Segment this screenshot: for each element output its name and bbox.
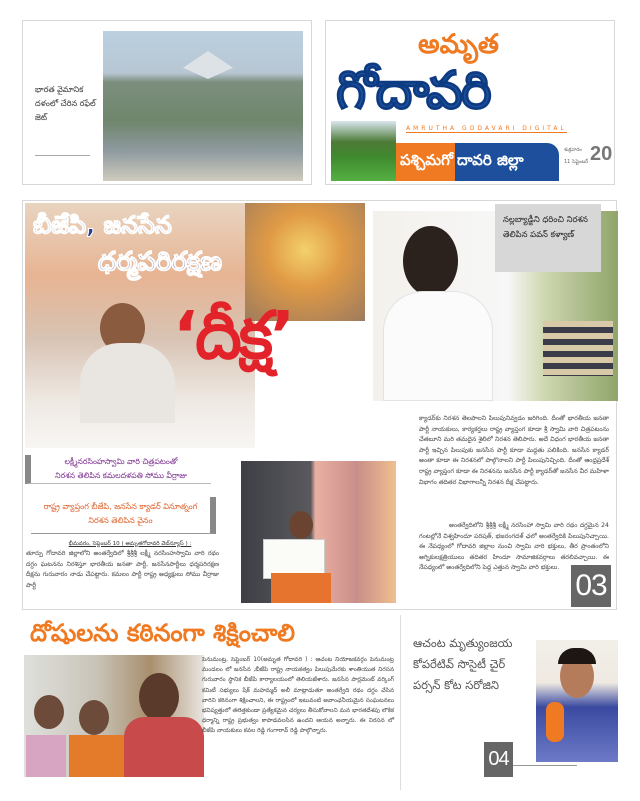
headline-line2: ధర్మపరిరక్షణ	[98, 247, 222, 277]
photo-caption	[25, 455, 211, 484]
masthead-title-main: గోదావరి	[336, 61, 490, 121]
bottom-body: పెనుమంట్ర, సెప్టెంబర్ 10(అమృత గోదావరి ) : ఆచంట నియోజకవర్గం పెనుమంట్ర మండలం లో జనసేన ,బీజేపి రాష్ట్ర నాయకత్వం పిలుపుమేరకు శాంతియుత నిరసన గురువారం స్థానిక బీజేపి కార్యాలయంలో తెలియజేశారు. జనసేన పార్లమెంట్ వర్కింగ్ కమిటీ సభ్యులు షేక్ మహమ్మద్ అలీ మాట్లాడుతూ అంతర్వేది రథం దగ్ధం చేసిన వారిని కఠినంగా శిక్షించాలని, ఈ రాష్ట్రంలో ఇటువంటి అవాంఛనీయమైన సంఘటనలు భవిష్యత్తులో తలెత్తకుండా ప్రత్యేకమైన చర్యలు తీసుకోవాలని మన భారతదేశపు లౌకిక ధర్మాన్ని రాష్ట్ర ప్రభుత్వం కాపాడవలసిన ఉందని ఆయన అన్నారు. ఈ నిరసన లో బీజేపి నాయకులు కవల రెడ్డి గంగారావ్ రెడ్డి పాల్గొన్నారు.	[202, 657, 394, 735]
bottom-story	[22, 615, 397, 790]
top-story	[22, 20, 312, 185]
janasena-leaders-photo	[24, 655, 204, 777]
top-story-caption: భారత వైమానిక దళంలో చేరిన రఫేల్ జెట్	[35, 85, 96, 122]
body-left: తూర్పు గోదావరి జిల్లాలోని అంతర్వేదిలో శ్రీశ్రీశ్రీ లక్ష్మీ నరసింహస్వామి వారి రథం దగ్ధం ఘటనను నిరశిస్తూ భారతీయ జనతా పార్టీ, జనసేనపార్టీలు ధర్మపరిరక్షణ దీక్షను గురువారం నాడు చేపట్టారు. కమలం పార్టీ రాష్ట్ర అధ్యక్షులు సోము వీర్రాజు పార్టీ	[26, 550, 219, 589]
side-story	[400, 615, 625, 790]
masthead	[325, 20, 615, 185]
rafale-group-photo	[103, 31, 303, 181]
side-story-title: ఆచంట మృత్యుంజయ కోపరేటివ్ సొసైటీ చైర్ పర్సన్ కోట సరోజిని	[413, 636, 513, 692]
photo-caption-line2: నిరశన తెలిపిన కమలదళపతి సోము వీర్రాజు	[55, 471, 187, 480]
headline-line1: బీజేపి, జనసేన	[33, 211, 172, 239]
page-number-badge: 03	[571, 565, 611, 607]
photo-caption-line1: లక్ష్మీనరసింహస్వామి వారి చిత్రపటంతో	[64, 457, 178, 466]
divider	[35, 155, 90, 156]
bottom-headline: దోషులను కఠినంగా శిక్షించాలి	[30, 619, 296, 647]
byline: భీమవరం, సెప్టెంబర్ 10 ( అమృతగోదావరి వెబ్‌న్యూస్ ) :	[68, 541, 192, 547]
main-story	[22, 200, 617, 610]
masthead-title-top: అమృత	[418, 29, 499, 60]
body-right-p2: అంతర్వేదిలోని శ్రీశ్రీశ్రీ లక్ష్మీ నరసింహా స్వామి వారి రథం దగ్ధమైన 24 గంటల్లోనే విశ్వహిందూ పరిషత్, భజరంగదళ్ ఛలో అంతర్వేదికి పిలుపునిచ్చాయి. ఈ నేపధ్యంలో గోదావరి జిల్లాల నుంచి స్వామి వారి భక్తులు, తీర ప్రాంతంలోని అగ్నికులక్షత్రియులు తదితర హిందూ సామాజికవర్గాలు తరలివచ్చాయి. ఈ నేపధ్యంలో అంతర్వేదిలోని పెద్ద ఎత్తున స్వామి వారి భక్తులు.	[419, 522, 609, 572]
district-part1: పశ్చిమగో	[396, 143, 455, 181]
divider	[513, 765, 577, 766]
subheadline-box	[31, 497, 216, 534]
pawan-caption-box	[495, 204, 601, 272]
field-photo	[331, 121, 396, 181]
pawan-caption: నల్లబ్యాడ్జీని ధరించి నిరశన తెలిపిన పవన్ కళ్యాణ్	[503, 214, 588, 239]
body-right-p1: క్యాడర్‌కు నిరశన తెలపాలని పిలుపునివ్వడం జరిగింది. దీంతో భారతీయ జనతా పార్టీ నాయకులు, కార్యకర్తలు రాష్ట్ర వ్యాప్తంగ కూడా శ్రీ స్వామి వారి చిత్రపటంను చేతబూని మరి తమదైన శైలిలో నిరశన తెలిపారు. అదే విధంగ భారతీయ జనతా పార్టీ ఇచ్చిన పిలుపుకు జనసేన పార్టీ కూడా మద్దతు పలికింది. జనసేన క్యాడర్ అంతా కూడా ఈ నిరశనలో పాల్గొనాలని పార్టీ పిలుపునిచ్చింది. దీంతో ఆంధ్రప్రదేశ్ రాష్ట్ర వ్యాప్తంగ కూడా ఈ నిరశనను జనసేన పార్టీ క్యాడర్‌తో జనసేన వీర మహిళా విభాగం తదితర విభాగాలన్నీ నిరశన దీక్ష చేపట్టారు.	[419, 415, 609, 486]
masthead-year: 20	[590, 143, 613, 165]
big-word-deeksha: ‘దీక్ష’	[173, 297, 293, 374]
protester-photo	[241, 461, 396, 603]
subheadline: రాష్ట్ర వ్యాప్తంగ బీజేపి, జనసేన క్యాడర్ వినూత్నంగ నిరశన తెలిపిన వైనం	[43, 502, 198, 525]
masthead-date: 11 సెప్టెంబర్	[564, 159, 589, 165]
masthead-tagline: AMRUTHA GODAVARI DIGITAL	[406, 125, 567, 132]
masthead-day: శుక్రవారం	[564, 147, 582, 153]
saroja-photo	[536, 640, 618, 762]
district-banner	[396, 143, 559, 181]
district-part2: దావరి జిల్లా	[455, 143, 559, 181]
page-number-badge-04: 04	[484, 742, 513, 777]
